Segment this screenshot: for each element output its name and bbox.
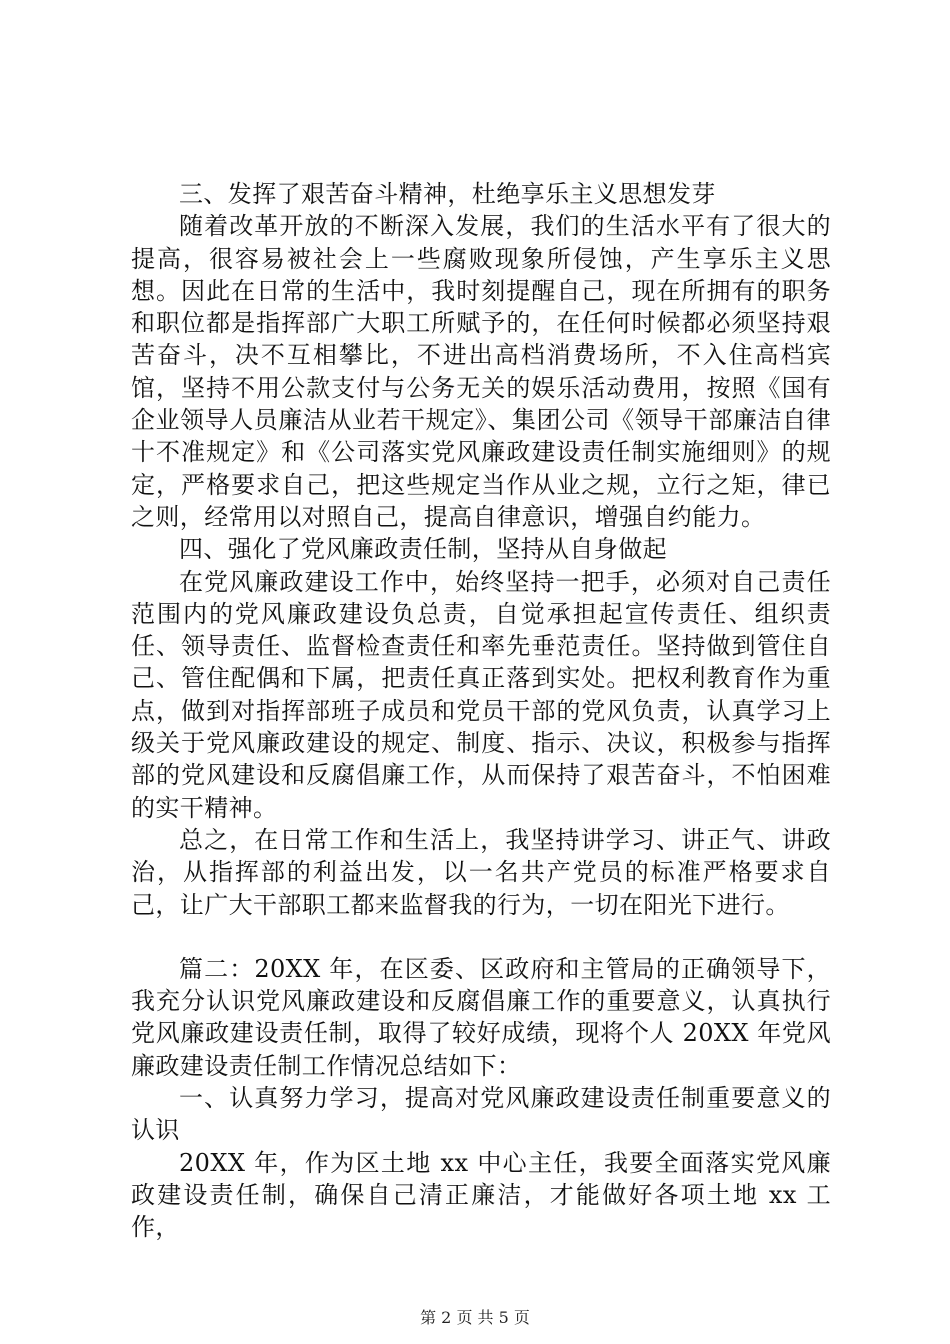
paragraph: 总之，在日常工作和生活上，我坚持讲学习、讲正气、讲政治，从指挥部的利益出发，以一名共产党员的标准严格要求自己，让广大干部职工都来监督我的行为，一切在阳光下进行。 [131, 825, 831, 919]
paragraph-gap [131, 921, 831, 953]
section-heading-4: 四、强化了党风廉政责任制，坚持从自身做起 [179, 535, 667, 564]
page-footer: 第 2 页 共 5 页 [420, 1308, 530, 1327]
paragraph: 篇二：20XX 年，在区委、区政府和主管局的正确领导下，我充分认识党风廉政建设和反腐倡廉工作的重要意义，认真执行党风廉政建设责任制，取得了较好成绩，现将个人 20XX 年党风廉政建设责任制工作情况总结如下： [131, 954, 831, 1080]
paragraph: 随着改革开放的不断深入发展，我们的生活水平有了很大的提高，很容易被社会上一些腐败现象所侵蚀，产生享乐主义思想。因此在日常的生活中，我时刻提醒自己，现在所拥有的职务和职位都是指挥部广大职工所赋予的，在任何时候都必须坚持艰苦奋斗，决不互相攀比，不进出高档消费场所，不入住高档宾馆，坚持不用公款支付与公务无关的娱乐活动费用，按照《国有企业领导人员廉洁从业若干规定》、集团公司《领导干部廉洁自律十不准规定》和《公司落实党风廉政建设责任制实施细则》的规定，严格要求自己，把这些规定当作从业之规，立行之矩，律已之则，经常用以对照自己，提高自律意识，增强自约能力。 [131, 212, 831, 531]
document-body [131, 178, 831, 1244]
paragraph: 20XX 年，作为区土地 xx 中心主任，我要全面落实党风廉政建设责任制，确保自己清正廉洁，才能做好各项土地 xx 工作， [131, 1148, 831, 1242]
section-heading-3: 三、发挥了艰苦奋斗精神，杜绝享乐主义思想发芽 [179, 180, 716, 208]
section-heading-1: 一、认真努力学习，提高对党风廉政建设责任制重要意义的认识 [131, 1084, 831, 1145]
paragraph: 在党风廉政建设工作中，始终坚持一把手，必须对自己责任范围内的党风廉政建设负总责，自觉承担起宣传责任、组织责任、领导责任、监督检查责任和率先垂范责任。坚持做到管住自己、管住配偶和下属，把责任真正落到实处。把权利教育作为重点，做到对指挥部班子成员和党员干部的党风负责，认真学习上级关于党风廉政建设的规定、制度、指示、决议，积极参与指挥部的党风建设和反腐倡廉工作，从而保持了艰苦奋斗，不怕困难的实干精神。 [131, 567, 831, 822]
